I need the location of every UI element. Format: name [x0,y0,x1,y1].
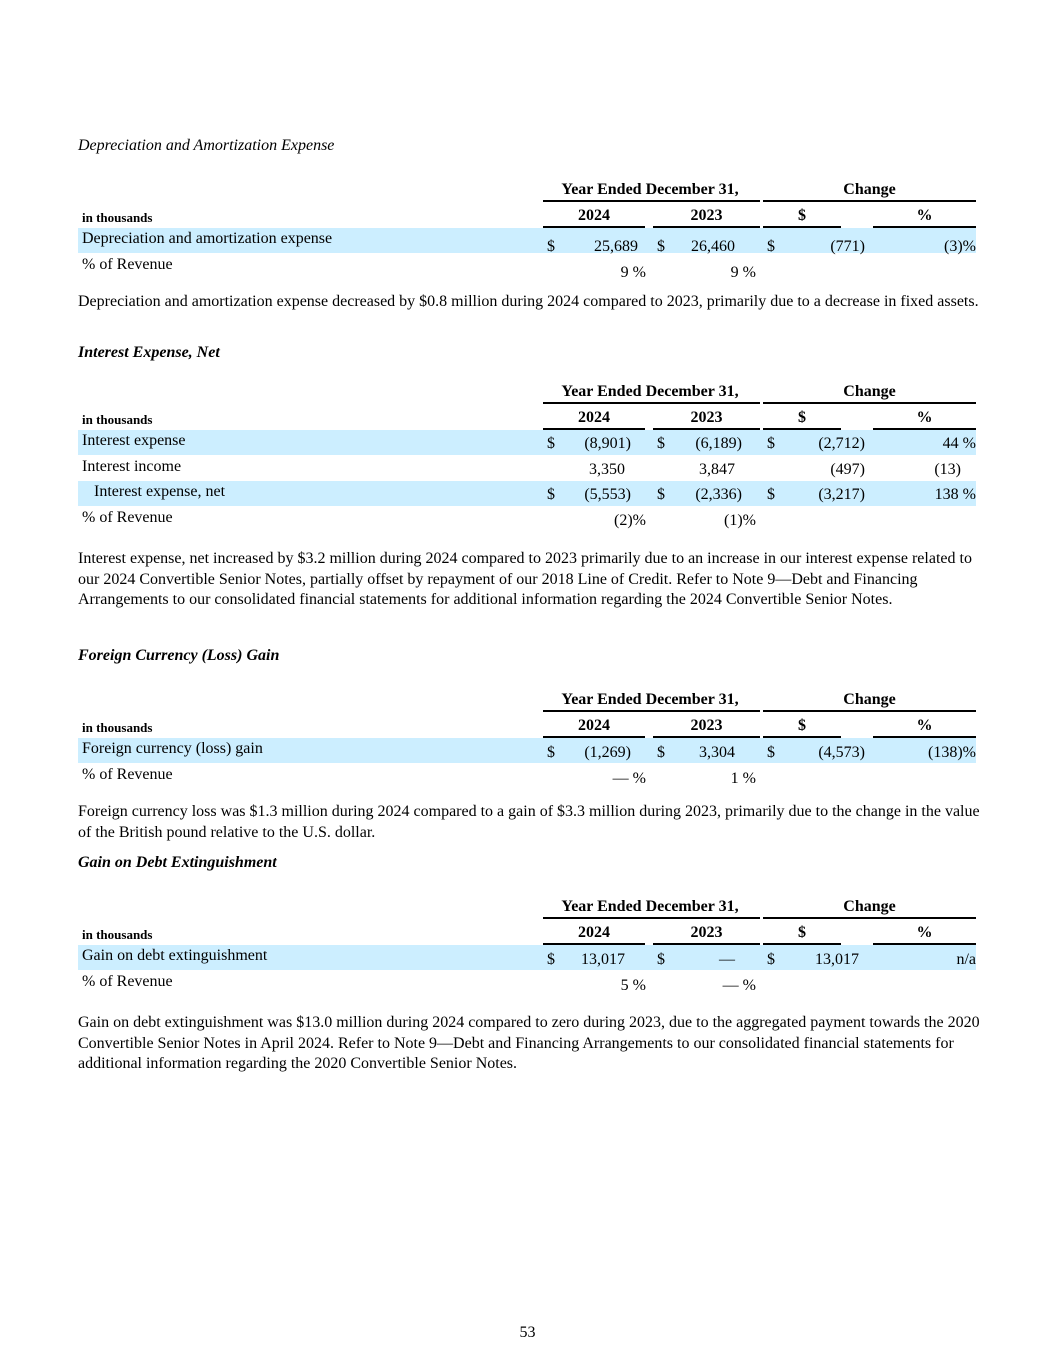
revenue-pct-2023: (1)% [724,512,756,529]
col-percent-header: % [916,717,933,734]
col-dollar-header: $ [798,207,806,224]
col-2023-header: 2023 [690,409,723,426]
col-2024-header: 2024 [578,717,610,734]
row-label: % of Revenue [82,766,173,783]
revenue-pct-2024: (2)% [614,512,646,529]
row-label: Interest expense [82,432,186,449]
revenue-pct-2023: 9 % [730,264,756,281]
value-2024: (1,269) [584,744,631,761]
revenue-pct-2023: — % [722,977,756,994]
value-2024: 3,350 [589,461,625,478]
change-header: Change [843,181,896,198]
debt-extinguishment-table: Year Ended December 31, Change in thousands 2024 2023 $ % Gain on debt extinguishment $ 13,017 $ — $ 13,017 n/a % of Revenue 5 % — % [78,895,976,1015]
interest-table: Year Ended December 31, Change in thousands 2024 2023 $ % Interest expense $ (8,901) $ (6,189) $ (2,712) 44 % Interest income 3,350 3,847 (497) (13) Interest expense, net $ (5,553) $ (2,336) $ (3,217) 138 % % of Revenue (2)% (1)% [78,380,976,550]
col-2023-header: 2023 [690,717,723,734]
row-label: Interest expense, net [94,483,226,500]
col-2023-header: 2023 [690,924,723,941]
in-thousands-label: in thousands [82,927,153,942]
year-ended-header: Year Ended December 31, [561,181,739,198]
row-label: % of Revenue [82,256,173,273]
value-2024: 13,017 [581,951,625,968]
col-dollar-header: $ [798,409,806,426]
year-ended-header: Year Ended December 31, [561,691,739,708]
col-2024-header: 2024 [578,924,610,941]
change-header: Change [843,383,896,400]
change-dollar: (771) [830,238,865,255]
col-percent-header: % [916,409,933,426]
value-2023: (6,189) [695,435,742,452]
section-heading-foreign-currency: Foreign Currency (Loss) Gain [78,647,280,664]
row-label: Depreciation and amortization expense [82,230,333,247]
col-2024-header: 2024 [578,409,610,426]
value-2024: 25,689 [594,238,638,255]
section-heading-debt-extinguishment: Gain on Debt Extinguishment [78,854,277,871]
col-percent-header: % [916,924,933,941]
row-label: Foreign currency (loss) gain [82,740,263,757]
change-percent: 44 % [942,435,976,452]
value-2023: 26,460 [691,238,735,255]
foreign-currency-table: Year Ended December 31, Change in thousands 2024 2023 $ % Foreign currency (loss) gain $ (1,269) $ 3,304 $ (4,573) (138)% % of Revenue — % 1 % [78,688,976,808]
change-dollar: (4,573) [818,744,865,761]
change-percent: n/a [956,951,976,968]
value-2024: (8,901) [584,435,631,452]
value-2023: — [719,951,735,968]
change-dollar: (3,217) [818,486,865,503]
value-2023: 3,304 [699,744,735,761]
row-label: Gain on debt extinguishment [82,947,268,964]
row-label: Interest income [82,458,182,475]
in-thousands-label: in thousands [82,412,153,427]
value-2023: 3,847 [699,461,735,478]
section-heading-interest: Interest Expense, Net [78,344,220,361]
change-dollar: (497) [830,461,865,478]
change-dollar: 13,017 [815,951,859,968]
change-header: Change [843,898,896,915]
paragraph-depreciation: Depreciation and amortization expense decreased by $0.8 million during 2024 compared to 2023, primarily due to a decrease in fixed assets. [78,293,979,310]
section-heading-depreciation: Depreciation and Amortization Expense [78,137,335,154]
year-ended-header: Year Ended December 31, [561,898,739,915]
revenue-pct-2023: 1 % [730,770,756,787]
year-ended-header: Year Ended December 31, [561,383,739,400]
change-percent: (3)% [944,238,976,255]
change-header: Change [843,691,896,708]
col-percent-header: % [916,207,933,224]
row-label: % of Revenue [82,509,173,526]
value-2024: (5,553) [584,486,631,503]
col-2024-header: 2024 [578,207,610,224]
in-thousands-label: in thousands [82,210,153,225]
col-dollar-header: $ [798,717,806,734]
revenue-pct-2024: 9 % [620,264,646,281]
paragraph-debt-extinguishment: Gain on debt extinguishment was $13.0 million during 2024 compared to zero during 2023, due to the aggregated payment towards the 2020 Convertible Senior Notes in April 2024. Refer to Note 9—Debt and Financing Arrangements to our consolidated financial statements for additional information regarding the 2020 Convertible Senior Notes. [78,1014,980,1072]
row-label: % of Revenue [82,973,173,990]
depreciation-table: Year Ended December 31, Change in thousands 2024 2023 $ % Depreciation and amortization expense $ 25,689 $ 26,460 $ (771) (3)% % of Revenue 9 % 9 % [78,178,976,298]
revenue-pct-2024: — % [612,770,646,787]
value-2023: (2,336) [695,486,742,503]
page-number: 53 [519,1324,536,1341]
change-dollar: (2,712) [818,435,865,452]
revenue-pct-2024: 5 % [620,977,646,994]
change-percent: (13) [934,461,961,478]
paragraph-interest: Interest expense, net increased by $3.2 million during 2024 compared to 2023 primarily due to an increase in our interest expense related to our 2024 Convertible Senior Notes, partially offset by repayment of our 2018 Line of Credit. Refer to Note 9—Debt and Financing Arrangements to our consolidated financial statements for additional information regarding the 2024 Convertible Senior Notes. [78,550,972,608]
change-percent: (138)% [928,744,976,761]
paragraph-foreign-currency: Foreign currency loss was $1.3 million during 2024 compared to a gain of $3.3 million during 2023, primarily due to the change in the value of the British pound relative to the U.S. dollar. [78,803,980,841]
in-thousands-label: in thousands [82,720,153,735]
col-dollar-header: $ [798,924,806,941]
col-2023-header: 2023 [690,207,723,224]
change-percent: 138 % [934,486,976,503]
